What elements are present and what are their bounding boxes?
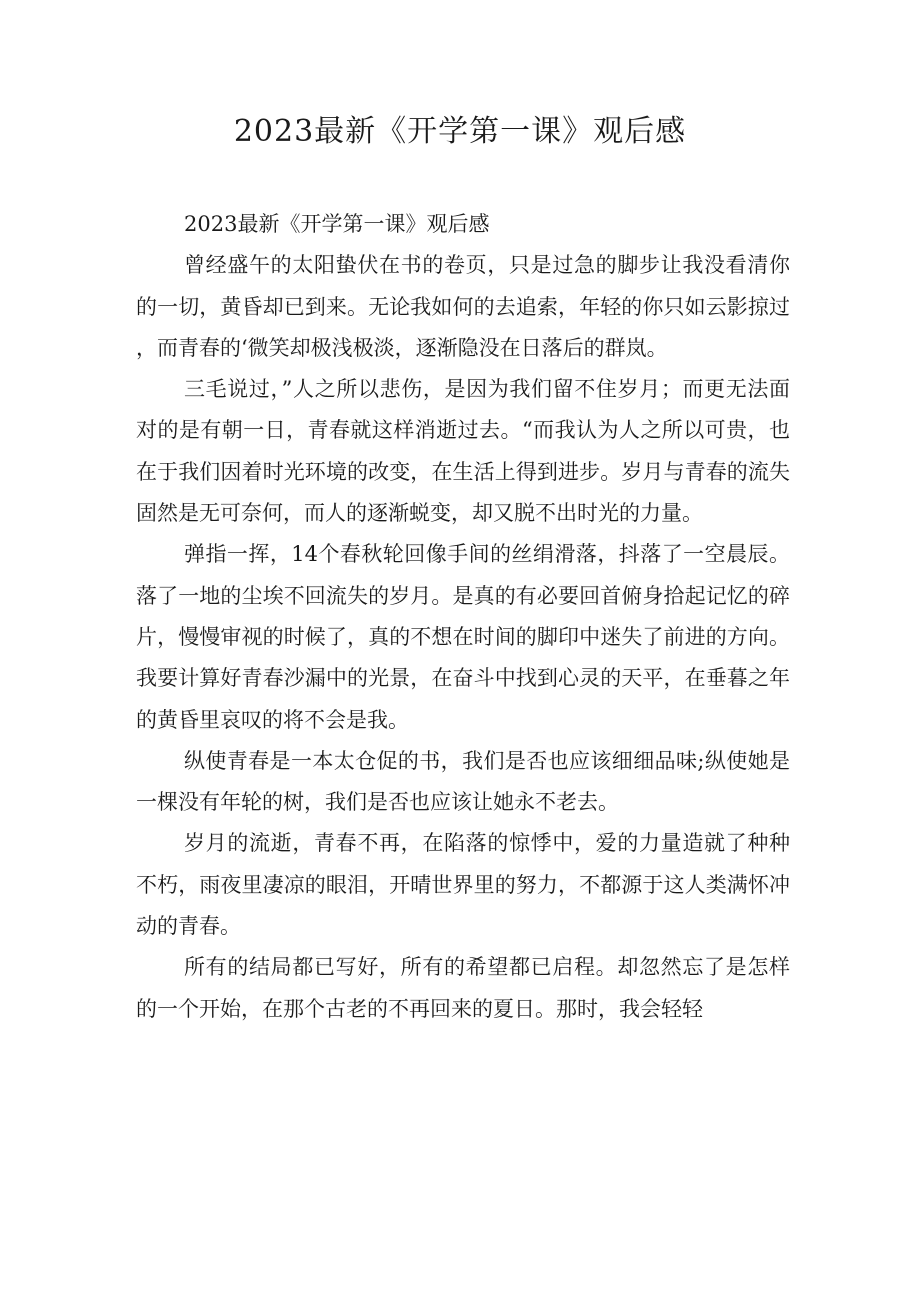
document-title: 2023最新《开学第一课》观后感: [233, 114, 687, 149]
paragraph: 岁月的流逝，青春不再，在陷落的惊悸中，爱的力量造就了种种不朽，雨夜里凄凉的眼泪，开晴世界里的努力，不都源于这人类满怀冲动的青春。: [136, 831, 790, 939]
paragraph-subtitle: 2023最新《开学第一课》观后感: [184, 212, 490, 236]
paragraph: 所有的结局都已写好，所有的希望都已启程。却忽然忘了是怎样的一个开始，在那个古老的不再回来的夏日。那时，我会轻轻: [136, 955, 790, 1021]
paragraph: 三毛说过，”人之所以悲伤，是因为我们留不住岁月；而更无法面对的是有朝一日，青春就这样消逝过去。“而我认为人之所以可贵，也在于我们因着时光环境的改变，在生活上得到进步。岁月与青春的流失固然是无可奈何，而人的逐渐蜕变，却又脱不出时光的力量。: [136, 377, 790, 526]
paragraph: 弹指一挥，14个春秋轮回像手间的丝绢滑落，抖落了一空晨辰。落了一地的尘埃不回流失的岁月。是真的有必要回首俯身拾起记忆的碎片，慢慢审视的时候了，真的不想在时间的脚印中迷失了前进的方向。我要计算好青春沙漏中的光景，在奋斗中找到心灵的天平，在垂暮之年的黄昏里哀叹的将不会是我。: [136, 542, 790, 732]
paragraph: 曾经盛午的太阳蛰伏在书的卷页，只是过急的脚步让我没看清你的一切，黄昏却已到来。无论我如何的去追索，年轻的你只如云影掠过，而青春的‘微笑却极浅极淡，逐渐隐没在日落后的群岚。: [136, 253, 790, 360]
paragraph: 纵使青春是一本太仓促的书，我们是否也应该细细品味;纵使她是一棵没有年轮的树，我们是否也应该让她永不老去。: [136, 748, 790, 815]
document-body: [136, 204, 790, 1030]
